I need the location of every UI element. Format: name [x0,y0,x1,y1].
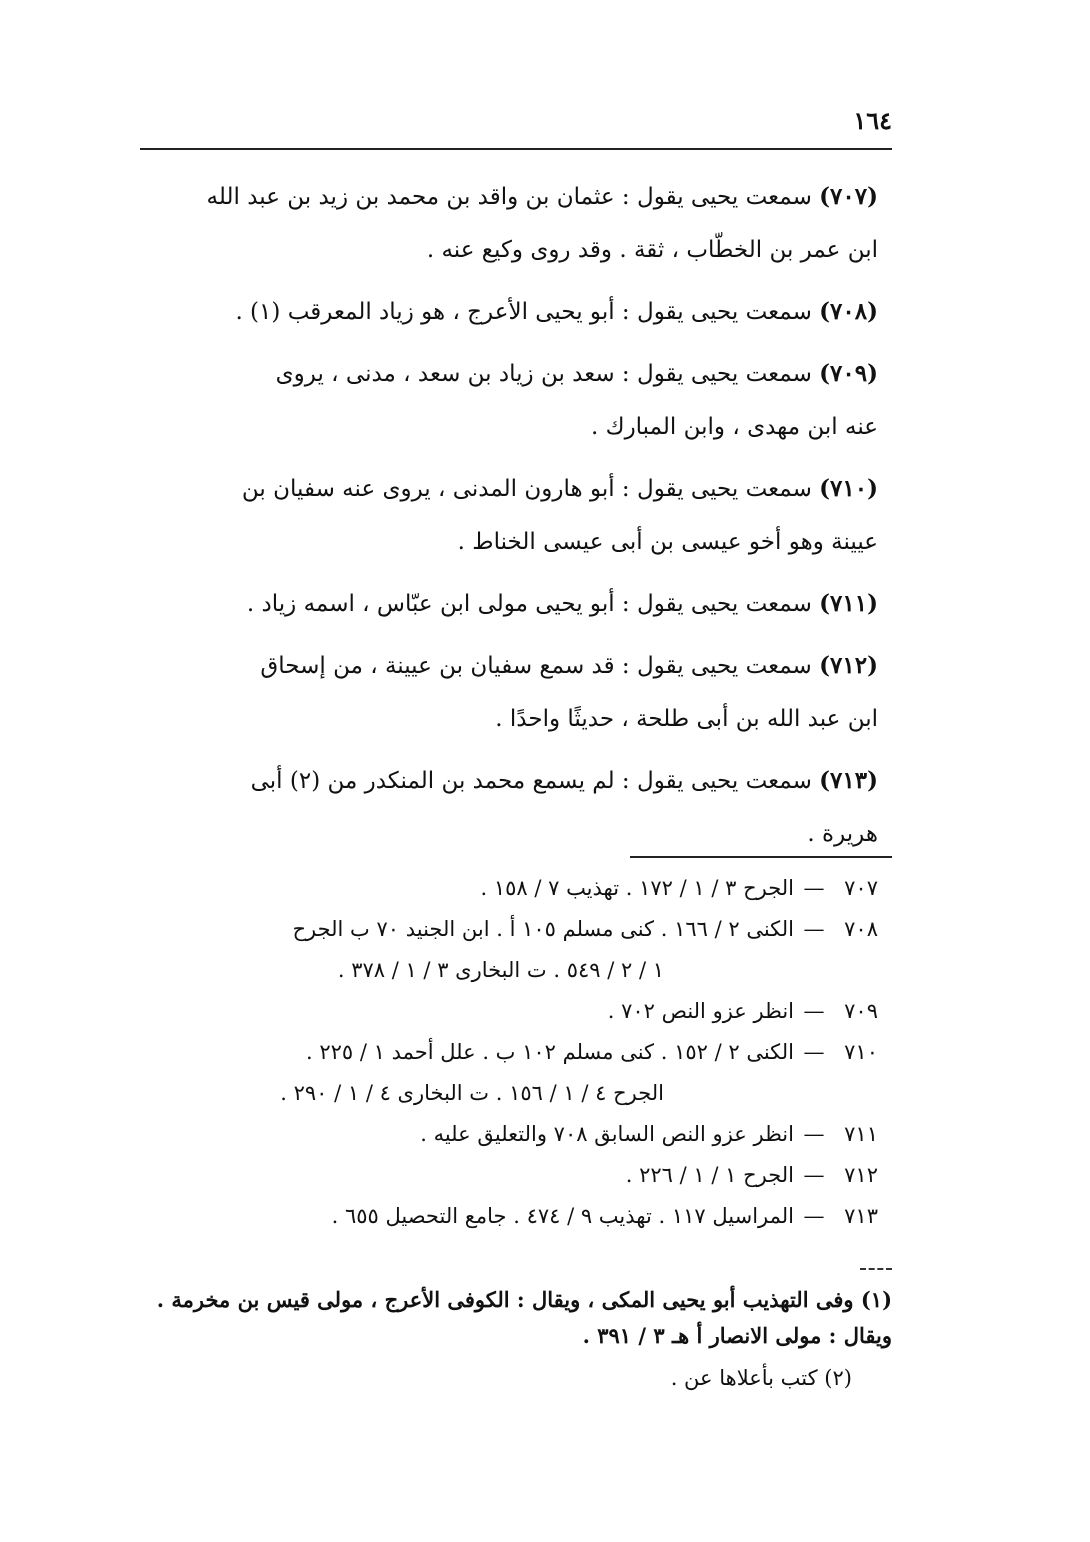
footnote-rule [860,1268,892,1270]
reference-text: انظر عزو النص ٧٠٢ . [607,999,794,1023]
entry-text-continued: عنه ابن مهدى ، وابن المبارك . [590,414,878,440]
reference-text: الكنى ٢ / ١٦٦ . كنى مسلم ١٠٥ أ . ابن الجنيد ٧٠ ب الجرح [292,917,794,941]
references-list [150,868,878,1237]
entry-text: سمعت يحيى يقول : عثمان بن واقد بن محمد بن زيد بن عبد الله [206,184,812,210]
reference-number: ٧٠٧ [844,876,878,900]
reference-item [150,1155,878,1196]
narration-entry [150,577,878,631]
reference-dash: — [803,917,825,941]
entry-number: (٧١١) [819,590,878,617]
reference-text-continued: الجرح ٤ / ١ / ١٥٦ . ت البخارى ٤ / ١ / ٢٩٠ . [280,1081,664,1105]
footnote: (١) وفى التهذيب أبو يحيى المكى ، ويقال : الكوفى الأعرج ، مولى قيس بن مخرمة . ويقال : مولى الانصار أ هـ ٣ / ٣٩١ . [156,1287,892,1348]
reference-item [150,868,878,909]
reference-item [150,991,878,1032]
narration-entry [150,285,878,339]
footnote: (٢) كتب بأعلاها عن . [670,1366,852,1390]
narration-entry [150,639,878,746]
reference-item [150,1114,878,1155]
reference-number: ٧٠٨ [844,917,878,941]
entry-text-continued: هريرة . [807,821,878,847]
entry-text: سمعت يحيى يقول : أبو يحيى الأعرج ، هو زياد المعرقب (١) . [235,299,812,325]
reference-item [150,909,878,991]
entry-text: سمعت يحيى يقول : سعد بن زياد بن سعد ، مدنى ، يروى [275,361,812,387]
entry-text: سمعت يحيى يقول : أبو يحيى مولى ابن عبّاس ، اسمه زياد . [246,591,812,617]
entry-text: سمعت يحيى يقول : قد سمع سفيان بن عيينة ، من إسحاق [260,653,812,679]
entry-text-continued: ابن عمر بن الخطّاب ، ثقة . وقد روى وكيع عنه . [426,237,878,263]
reference-text: الجرح ٣ / ١ / ١٧٢ . تهذيب ٧ / ١٥٨ . [480,876,794,900]
reference-dash: — [803,876,825,900]
reference-text: انظر عزو النص السابق ٧٠٨ والتعليق عليه . [420,1122,794,1146]
references-rule [630,856,892,858]
reference-text: المراسيل ١١٧ . تهذيب ٩ / ٤٧٤ . جامع التحصيل ٦٥٥ . [331,1204,794,1228]
entry-number: (٧٠٨) [819,298,878,325]
reference-text-continued: ١ / ٢ / ٥٤٩ . ت البخارى ٣ / ١ / ٣٧٨ . [337,958,664,982]
entry-text: سمعت يحيى يقول : أبو هارون المدنى ، يروى عنه سفيان بن [241,476,812,502]
reference-number: ٧١٣ [844,1204,878,1228]
footnotes [150,1282,892,1402]
reference-number: ٧١٠ [844,1040,878,1064]
reference-text: الكنى ٢ / ١٥٢ . كنى مسلم ١٠٢ ب . علل أحمد ١ / ٢٢٥ . [306,1040,794,1064]
entry-number: (٧١٢) [819,652,878,679]
reference-number: ٧١٢ [844,1163,878,1187]
entry-number: (٧٠٩) [819,360,878,387]
reference-dash: — [803,1122,825,1146]
reference-dash: — [803,1040,825,1064]
reference-dash: — [803,1163,825,1187]
page-number: ١٦٤ [853,106,892,135]
entry-text-continued: ابن عبد الله بن أبى طلحة ، حديثًا واحدًا . [495,706,878,732]
entry-number: (٧١٣) [819,767,878,794]
entry-number: (٧١٠) [819,475,878,502]
reference-number: ٧١١ [844,1122,878,1146]
narration-entry [150,170,878,277]
reference-number: ٧٠٩ [844,999,878,1023]
reference-item [150,1032,878,1114]
header-rule [140,148,892,150]
entry-number: (٧٠٧) [819,183,878,210]
narration-entry [150,347,878,454]
narration-entry [150,462,878,569]
reference-text: الجرح ١ / ١ / ٢٢٦ . [625,1163,794,1187]
entry-text-continued: عيينة وهو أخو عيسى بن أبى عيسى الخناط . [457,529,878,555]
narration-entry [150,754,878,861]
entry-text: سمعت يحيى يقول : لم يسمع محمد بن المنكدر من (٢) أبى [250,768,812,794]
reference-dash: — [803,999,825,1023]
reference-dash: — [803,1204,825,1228]
narration-list [150,170,878,869]
reference-item [150,1196,878,1237]
